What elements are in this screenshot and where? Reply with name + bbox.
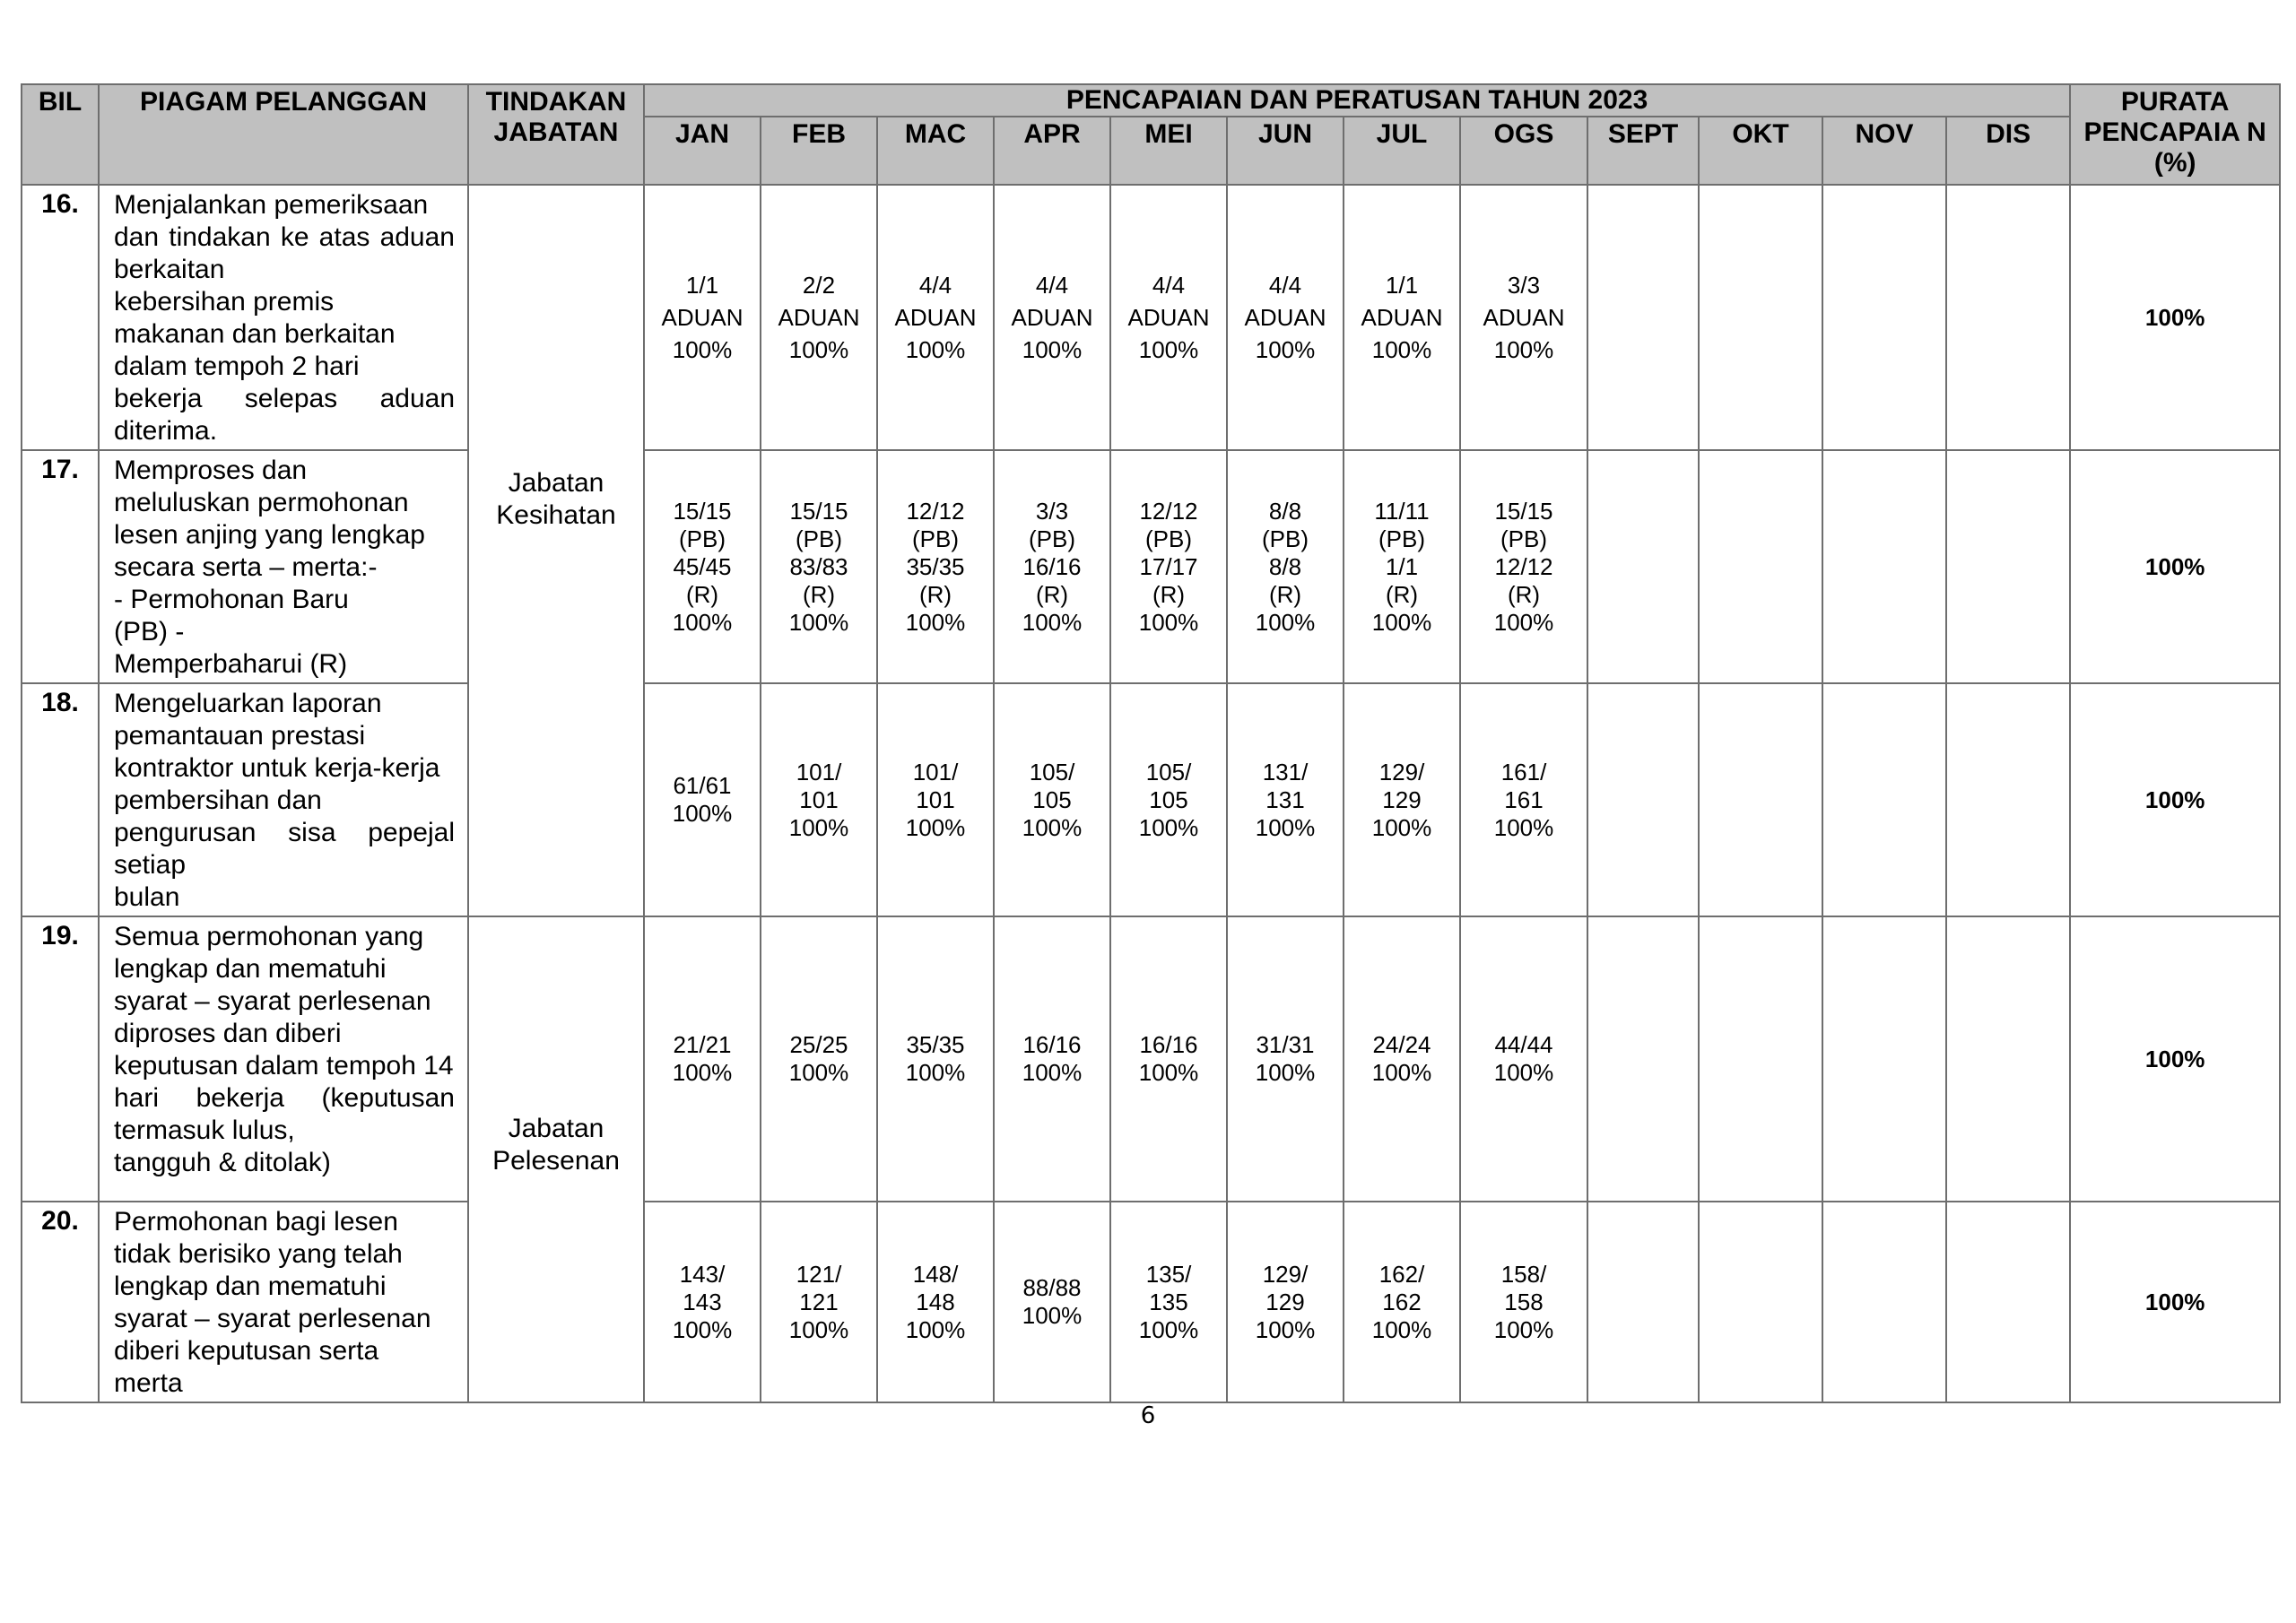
monthly-achievement-cell: 135/ 135 100%: [1110, 1202, 1227, 1402]
monthly-achievement-cell: 4/4 ADUAN 100%: [1227, 185, 1344, 450]
monthly-achievement-cell: 35/35 100%: [877, 916, 994, 1202]
charter-description: Semua permohonan yang lengkap dan mematuhi syarat – syarat perlesenan diproses dan diberi keputusan dalam tempoh 14 hari bekerja (keputusan termasuk lulus, tangguh & ditolak): [99, 916, 468, 1202]
monthly-achievement-cell: 105/ 105 100%: [1110, 683, 1227, 916]
monthly-achievement-cell: 4/4 ADUAN 100%: [1110, 185, 1227, 450]
header-month: JUL: [1344, 117, 1460, 185]
empty-month-cell: [1699, 185, 1822, 450]
empty-month-cell: [1822, 683, 1946, 916]
monthly-achievement-cell: 2/2 ADUAN 100%: [761, 185, 877, 450]
monthly-achievement-cell: 129/ 129 100%: [1227, 1202, 1344, 1402]
row-number: 20.: [22, 1202, 99, 1402]
monthly-achievement-cell: 24/24 100%: [1344, 916, 1460, 1202]
monthly-achievement-cell: 15/15 (PB) 45/45 (R) 100%: [644, 450, 761, 683]
empty-month-cell: [1587, 1202, 1699, 1402]
header-month: MAC: [877, 117, 994, 185]
empty-month-cell: [1822, 1202, 1946, 1402]
charter-description: Memproses dan meluluskan permohonan lesen anjing yang lengkap secara serta – merta:- - Permohonan Baru (PB) - Memperbaharui (R): [99, 450, 468, 683]
page-number: 6: [1140, 1402, 1156, 1429]
empty-month-cell: [1946, 916, 2070, 1202]
table-row: [22, 450, 2280, 683]
monthly-achievement-cell: 88/88 100%: [994, 1202, 1110, 1402]
monthly-achievement-cell: 3/3 (PB) 16/16 (R) 100%: [994, 450, 1110, 683]
empty-month-cell: [1822, 450, 1946, 683]
table-row: [22, 916, 2280, 1202]
monthly-achievement-cell: 3/3 ADUAN 100%: [1460, 185, 1587, 450]
header-piagam-pelanggan: PIAGAM PELANGGAN: [99, 84, 468, 185]
monthly-achievement-cell: 105/ 105 100%: [994, 683, 1110, 916]
monthly-achievement-cell: 12/12 (PB) 17/17 (R) 100%: [1110, 450, 1227, 683]
header-month: MEI: [1110, 117, 1227, 185]
empty-month-cell: [1587, 450, 1699, 683]
monthly-achievement-cell: 131/ 131 100%: [1227, 683, 1344, 916]
monthly-achievement-cell: 8/8 (PB) 8/8 (R) 100%: [1227, 450, 1344, 683]
monthly-achievement-cell: 21/21 100%: [644, 916, 761, 1202]
charter-description: Menjalankan pemeriksaan dan tindakan ke atas aduan berkaitan kebersihan premis makanan dan berkaitan dalam tempoh 2 hari bekerja selepas aduan diterima.: [99, 185, 468, 450]
empty-month-cell: [1699, 1202, 1822, 1402]
header-bil: BIL: [22, 84, 99, 185]
row-number: 19.: [22, 916, 99, 1202]
average-achievement: 100%: [2070, 916, 2280, 1202]
header-row: [22, 84, 2280, 117]
table-row: [22, 683, 2280, 916]
monthly-achievement-cell: 121/ 121 100%: [761, 1202, 877, 1402]
empty-month-cell: [1699, 450, 1822, 683]
average-achievement: 100%: [2070, 1202, 2280, 1402]
monthly-achievement-cell: 12/12 (PB) 35/35 (R) 100%: [877, 450, 994, 683]
empty-month-cell: [1587, 185, 1699, 450]
monthly-achievement-cell: 129/ 129 100%: [1344, 683, 1460, 916]
header-month: SEPT: [1587, 117, 1699, 185]
header-month: APR: [994, 117, 1110, 185]
average-achievement: 100%: [2070, 450, 2280, 683]
customer-charter-table: [21, 83, 2281, 1403]
monthly-achievement-cell: 162/ 162 100%: [1344, 1202, 1460, 1402]
row-number: 16.: [22, 185, 99, 450]
monthly-achievement-cell: 31/31 100%: [1227, 916, 1344, 1202]
row-number: 18.: [22, 683, 99, 916]
table-row: [22, 185, 2280, 450]
empty-month-cell: [1699, 683, 1822, 916]
monthly-achievement-cell: 15/15 (PB) 12/12 (R) 100%: [1460, 450, 1587, 683]
monthly-achievement-cell: 101/ 101 100%: [877, 683, 994, 916]
row-number: 17.: [22, 450, 99, 683]
empty-month-cell: [1946, 185, 2070, 450]
table-row: [22, 1202, 2280, 1402]
average-achievement: 100%: [2070, 185, 2280, 450]
charter-description: Permohonan bagi lesen tidak berisiko yang telah lengkap dan mematuhi syarat – syarat perlesenan diberi keputusan serta merta: [99, 1202, 468, 1402]
header-month: NOV: [1822, 117, 1946, 185]
table-body: [22, 185, 2280, 1402]
monthly-achievement-cell: 158/ 158 100%: [1460, 1202, 1587, 1402]
monthly-achievement-cell: 11/11 (PB) 1/1 (R) 100%: [1344, 450, 1460, 683]
monthly-achievement-cell: 4/4 ADUAN 100%: [994, 185, 1110, 450]
header-month: OKT: [1699, 117, 1822, 185]
empty-month-cell: [1587, 916, 1699, 1202]
header-month: DIS: [1946, 117, 2070, 185]
monthly-achievement-cell: 25/25 100%: [761, 916, 877, 1202]
monthly-achievement-cell: 148/ 148 100%: [877, 1202, 994, 1402]
empty-month-cell: [1822, 916, 1946, 1202]
monthly-achievement-cell: 101/ 101 100%: [761, 683, 877, 916]
monthly-achievement-cell: 1/1 ADUAN 100%: [644, 185, 761, 450]
header-achievement-title: PENCAPAIAN DAN PERATUSAN TAHUN 2023: [644, 84, 2070, 117]
monthly-achievement-cell: 15/15 (PB) 83/83 (R) 100%: [761, 450, 877, 683]
empty-month-cell: [1587, 683, 1699, 916]
header-month: JAN: [644, 117, 761, 185]
empty-month-cell: [1699, 916, 1822, 1202]
empty-month-cell: [1822, 185, 1946, 450]
empty-month-cell: [1946, 683, 2070, 916]
monthly-achievement-cell: 44/44 100%: [1460, 916, 1587, 1202]
department-cell: Jabatan Kesihatan: [468, 185, 644, 916]
monthly-achievement-cell: 4/4 ADUAN 100%: [877, 185, 994, 450]
monthly-achievement-cell: 161/ 161 100%: [1460, 683, 1587, 916]
header-month: FEB: [761, 117, 877, 185]
header-month: JUN: [1227, 117, 1344, 185]
monthly-achievement-cell: 61/61 100%: [644, 683, 761, 916]
header-tindakan-jabatan: TINDAKAN JABATAN: [468, 84, 644, 185]
monthly-achievement-cell: 143/ 143 100%: [644, 1202, 761, 1402]
monthly-achievement-cell: 16/16 100%: [1110, 916, 1227, 1202]
empty-month-cell: [1946, 450, 2070, 683]
charter-description: Mengeluarkan laporan pemantauan prestasi kontraktor untuk kerja-kerja pembersihan dan pengurusan sisa pepejal setiap bulan: [99, 683, 468, 916]
empty-month-cell: [1946, 1202, 2070, 1402]
monthly-achievement-cell: 1/1 ADUAN 100%: [1344, 185, 1460, 450]
header-month: OGS: [1460, 117, 1587, 185]
average-achievement: 100%: [2070, 683, 2280, 916]
department-cell: Jabatan Pelesenan: [468, 916, 644, 1402]
header-purata: PURATA PENCAPAIA N (%): [2070, 84, 2280, 185]
monthly-achievement-cell: 16/16 100%: [994, 916, 1110, 1202]
